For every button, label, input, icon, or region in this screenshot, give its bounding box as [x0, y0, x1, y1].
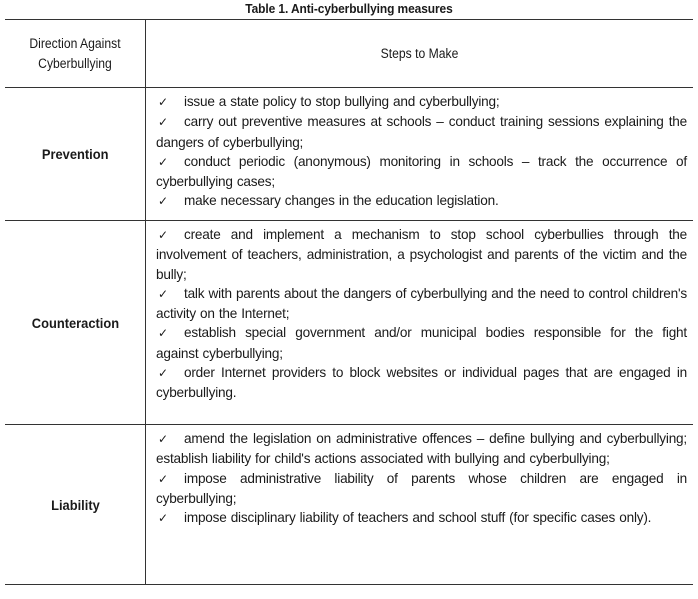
- check-mark-icon: ✓: [158, 115, 168, 130]
- step-item: [156, 323, 687, 363]
- step-text: establish special government and/or municipal bodies responsible for the fight against cyberbullying;: [156, 325, 687, 361]
- step-item: [156, 152, 687, 192]
- table-header-row: [5, 20, 693, 88]
- step-item: [156, 469, 687, 509]
- anti-cyberbullying-table: [5, 19, 693, 585]
- step-text: carry out preventive measures at schools – conduct training sessions explaining the dangers of cyberbullying;: [156, 114, 687, 150]
- header-steps-label: Steps to Make: [380, 46, 459, 61]
- table-row-prevention: [5, 88, 693, 221]
- check-mark-icon: ✓: [158, 95, 168, 109]
- step-item: [156, 284, 687, 324]
- step-text: make necessary changes in the education legislation.: [184, 193, 499, 209]
- step-item: [156, 191, 687, 211]
- check-mark-icon: ✓: [158, 228, 168, 242]
- direction-label-counteraction: Counteraction: [31, 314, 119, 331]
- step-text: order Internet providers to block websites or individual pages that are engaged in cyberbullying.: [156, 365, 687, 401]
- step-item: [156, 112, 687, 152]
- step-item: [156, 508, 687, 528]
- direction-cell: [5, 425, 146, 584]
- step-text: amend the legislation on administrative offences – define bullying and cyberbullying; establish liability for child's actions associated with bullying and cyberbullying;: [156, 431, 687, 467]
- step-text: create and implement a mechanism to stop school cyberbullies through the involvement of teachers, administration, a psychologist and parents of the victim and the bully;: [156, 227, 687, 282]
- check-mark-icon: ✓: [158, 326, 168, 341]
- step-text: talk with parents about the dangers of cyberbullying and the need to control children's activity on the Internet;: [156, 285, 687, 322]
- step-text: conduct periodic (anonymous) monitoring in schools – track the occurrence of cyberbullying cases;: [156, 153, 687, 190]
- direction-cell: [5, 88, 146, 220]
- step-item: [156, 429, 687, 469]
- step-item: [156, 363, 687, 403]
- steps-cell: [146, 221, 693, 424]
- steps-cell: [146, 425, 693, 584]
- check-mark-icon: ✓: [158, 432, 168, 446]
- header-direction-label: Direction Against Cyberbullying: [29, 35, 121, 71]
- step-item: [156, 92, 687, 112]
- header-direction-cell: [5, 20, 146, 87]
- header-steps-cell: [173, 20, 665, 87]
- check-mark-icon: ✓: [158, 154, 168, 169]
- check-mark-icon: ✓: [158, 286, 168, 301]
- step-text: impose administrative liability of parents whose children are engaged in cyberbullying;: [156, 470, 687, 506]
- direction-label-prevention: Prevention: [41, 146, 109, 162]
- check-mark-icon: ✓: [158, 511, 168, 526]
- direction-cell: [5, 221, 146, 424]
- check-mark-icon: ✓: [158, 194, 168, 209]
- table-caption: Table 1. Anti-cyberbullying measures: [245, 1, 453, 16]
- step-text: issue a state policy to stop bullying and cyberbullying;: [184, 94, 500, 109]
- check-mark-icon: ✓: [158, 366, 168, 381]
- step-text: impose disciplinary liability of teachers and school stuff (for specific cases only).: [184, 510, 652, 526]
- table-row-liability: [5, 425, 693, 585]
- direction-label-liability: Liability: [50, 496, 100, 513]
- step-item: [156, 225, 687, 284]
- steps-cell: [146, 88, 693, 220]
- table-row-counteraction: [5, 221, 693, 425]
- check-mark-icon: ✓: [158, 471, 168, 486]
